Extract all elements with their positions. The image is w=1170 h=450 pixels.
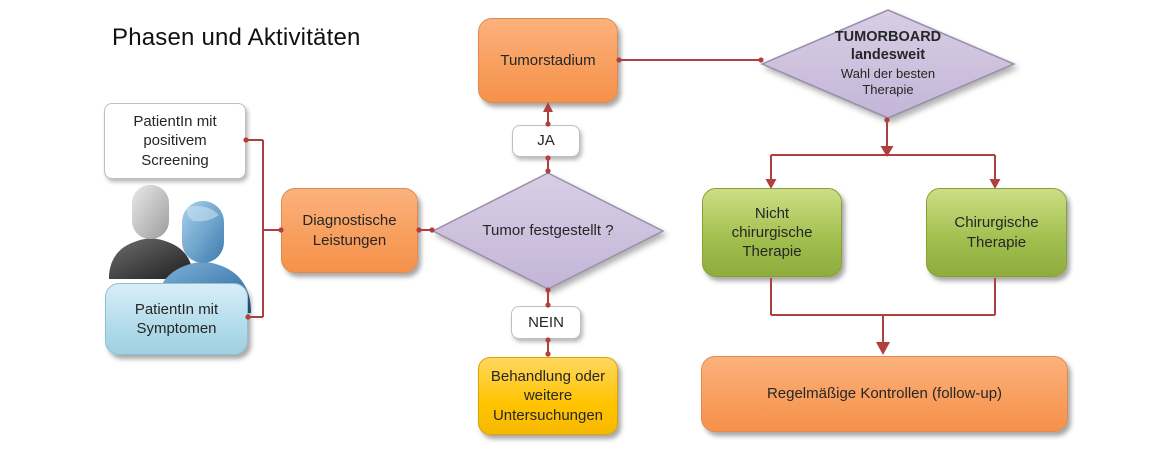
node-label: Regelmäßige Kontrollen (follow-up) — [766, 385, 1003, 403]
node-label: Tumorstadium — [500, 51, 596, 69]
node-treatment — [478, 357, 618, 435]
node-label: Chirurgische Therapie — [954, 214, 1039, 251]
page-title: Phasen und Aktivitäten — [112, 24, 361, 51]
node-label: Tumor festgestellt ? — [482, 221, 614, 239]
tumorboard-subtitle: Wahl der besten Therapie — [840, 66, 936, 98]
node-ja — [512, 125, 580, 157]
node-nein — [511, 306, 581, 339]
node-followup — [701, 356, 1068, 432]
node-label: PatientIn mit positivem Screening — [133, 113, 217, 169]
node-surgical-therapy — [926, 188, 1067, 277]
node-diagnostic-services — [281, 188, 418, 273]
node-tumorboard — [759, 8, 1017, 120]
node-label: Nicht chirurgische Therapie — [731, 204, 813, 261]
node-label: JA — [537, 132, 555, 150]
node-symptoms — [105, 283, 248, 355]
node-tumor-festgestellt — [430, 170, 666, 292]
tumorboard-title: TUMORBOARD landesweit — [834, 29, 942, 63]
node-label — [759, 8, 1017, 120]
node-label: Diagnostische Leistungen — [302, 212, 397, 249]
node-label: PatientIn mit Symptomen — [134, 300, 219, 337]
node-label: Behandlung oder weitere Untersuchungen — [490, 368, 606, 424]
node-non-surgical-therapy — [702, 188, 842, 277]
node-tumorstadium — [478, 18, 618, 103]
node-label: NEIN — [528, 313, 564, 331]
node-positive-screening — [104, 103, 246, 179]
